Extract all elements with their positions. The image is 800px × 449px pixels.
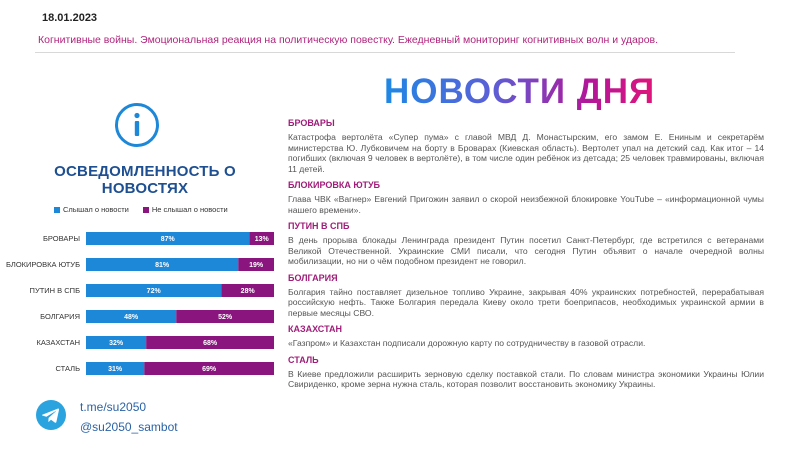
awareness-bar-chart <box>0 222 290 382</box>
chart-legend <box>54 205 228 214</box>
data-label: 81% <box>155 262 170 269</box>
legend-item-not-heard <box>143 205 228 214</box>
telegram-link[interactable]: t.me/su2050 <box>80 400 147 414</box>
news-body: В день прорыва блокады Ленинграда президент Путин посетил Санкт-Петербург, где встретился с ветеранами Великой Отечественной. Украинские СМИ писали, что сегодня Путин объявит о начале очередной волны мобилизации, но ни о чём подобном президент не говорил. <box>288 235 764 266</box>
news-body: «Газпром» и Казахстан подписали дорожную карту по сотрудничеству в газовой отрасли. <box>288 338 646 348</box>
news-title: БЛОКИРОВКА ЮТУБ <box>288 180 381 190</box>
news-title: КАЗАХСТАН <box>288 324 342 334</box>
news-item-steel <box>288 355 764 390</box>
news-title: БОЛГАРИЯ <box>288 272 338 283</box>
awareness-title <box>30 163 260 197</box>
data-label: 68% <box>203 340 218 347</box>
awareness-title-line2: НОВОСТЯХ <box>101 180 189 197</box>
category-label: СТАЛЬ <box>55 364 80 373</box>
legend-item-heard <box>54 205 129 214</box>
legend-swatch-not-heard <box>143 207 149 213</box>
data-label: 32% <box>109 340 124 347</box>
data-label: 69% <box>202 366 217 373</box>
data-label: 28% <box>240 288 255 295</box>
news-list <box>288 118 764 396</box>
legend-label-heard: Слышал о новости <box>63 205 129 214</box>
news-item-youtube <box>288 180 764 215</box>
news-title: СТАЛЬ <box>288 354 319 365</box>
category-label: ПУТИН В СПБ <box>29 286 80 295</box>
news-title: ПУТИН В СПБ <box>288 221 350 231</box>
news-item-brovary <box>288 118 764 174</box>
legend-label-not-heard: Не слышал о новости <box>151 205 228 214</box>
awareness-title-line1: ОСВЕДОМЛЕННОСТЬ О <box>54 163 236 180</box>
data-label: 48% <box>124 314 139 321</box>
headline: НОВОСТИ ДНЯ <box>384 72 656 111</box>
bot-handle[interactable]: @su2050_sambot <box>80 420 178 434</box>
legend-swatch-heard <box>54 207 60 213</box>
category-label: БОЛГАРИЯ <box>40 312 80 321</box>
data-label: 52% <box>218 314 233 321</box>
data-label: 72% <box>146 288 161 295</box>
info-icon <box>114 102 160 148</box>
news-body: Болгария тайно поставляет дизельное топливо Украине, закрывая 40% украинских потребностей, перерабатывая российскую нефть. Также Болгария передала Киеву около трети боеприпасов, необходимых украинской армии в первые месяцы СВО. <box>288 286 764 318</box>
divider <box>35 52 735 53</box>
news-body: Катастрофа вертолёта «Супер пума» с главой МВД Д. Монастырским, его замом Е. Ениным и секретарём министерства Ю. Лубковичем на борту в Броварах (Киевская область). Вертолет упал на детский сад. Как итог – 14 погибших (включая 9 человек в вертолёте), в том числе один ребёнок из детсада; 25 человек травмированы, включая 11 детей. <box>288 132 764 174</box>
news-body: Глава ЧВК «Вагнер» Евгений Пригожин заявил о скорой неизбежной блокировке YouTube – «информационной чумы нашего времени». <box>288 194 764 215</box>
data-label: 13% <box>254 236 269 243</box>
category-label: БЛОКИРОВКА ЮТУБ <box>6 260 80 269</box>
news-item-putin-spb <box>288 221 764 267</box>
page-subtitle: Когнитивные войны. Эмоциональная реакция на политическую повестку. Ежедневный мониторинг когнитивных волн и ударов. <box>38 34 659 46</box>
news-item-bulgaria <box>288 273 764 319</box>
category-label: БРОВАРЫ <box>43 234 80 243</box>
data-label: 31% <box>108 366 123 373</box>
data-label: 19% <box>249 262 264 269</box>
telegram-icon[interactable] <box>36 400 66 430</box>
news-item-kazakhstan <box>288 324 764 349</box>
news-body: В Киеве предложили расширить зерновую сделку поставкой стали. По словам министра экономики Украины Юлии Свириденко, кроме зерна нужна сталь, которая позволит восстановить экономику Украины. <box>288 368 764 389</box>
date: 18.01.2023 <box>42 12 98 24</box>
category-label: КАЗАХСТАН <box>36 338 80 347</box>
news-title: БРОВАРЫ <box>288 118 335 128</box>
data-label: 87% <box>160 236 175 243</box>
